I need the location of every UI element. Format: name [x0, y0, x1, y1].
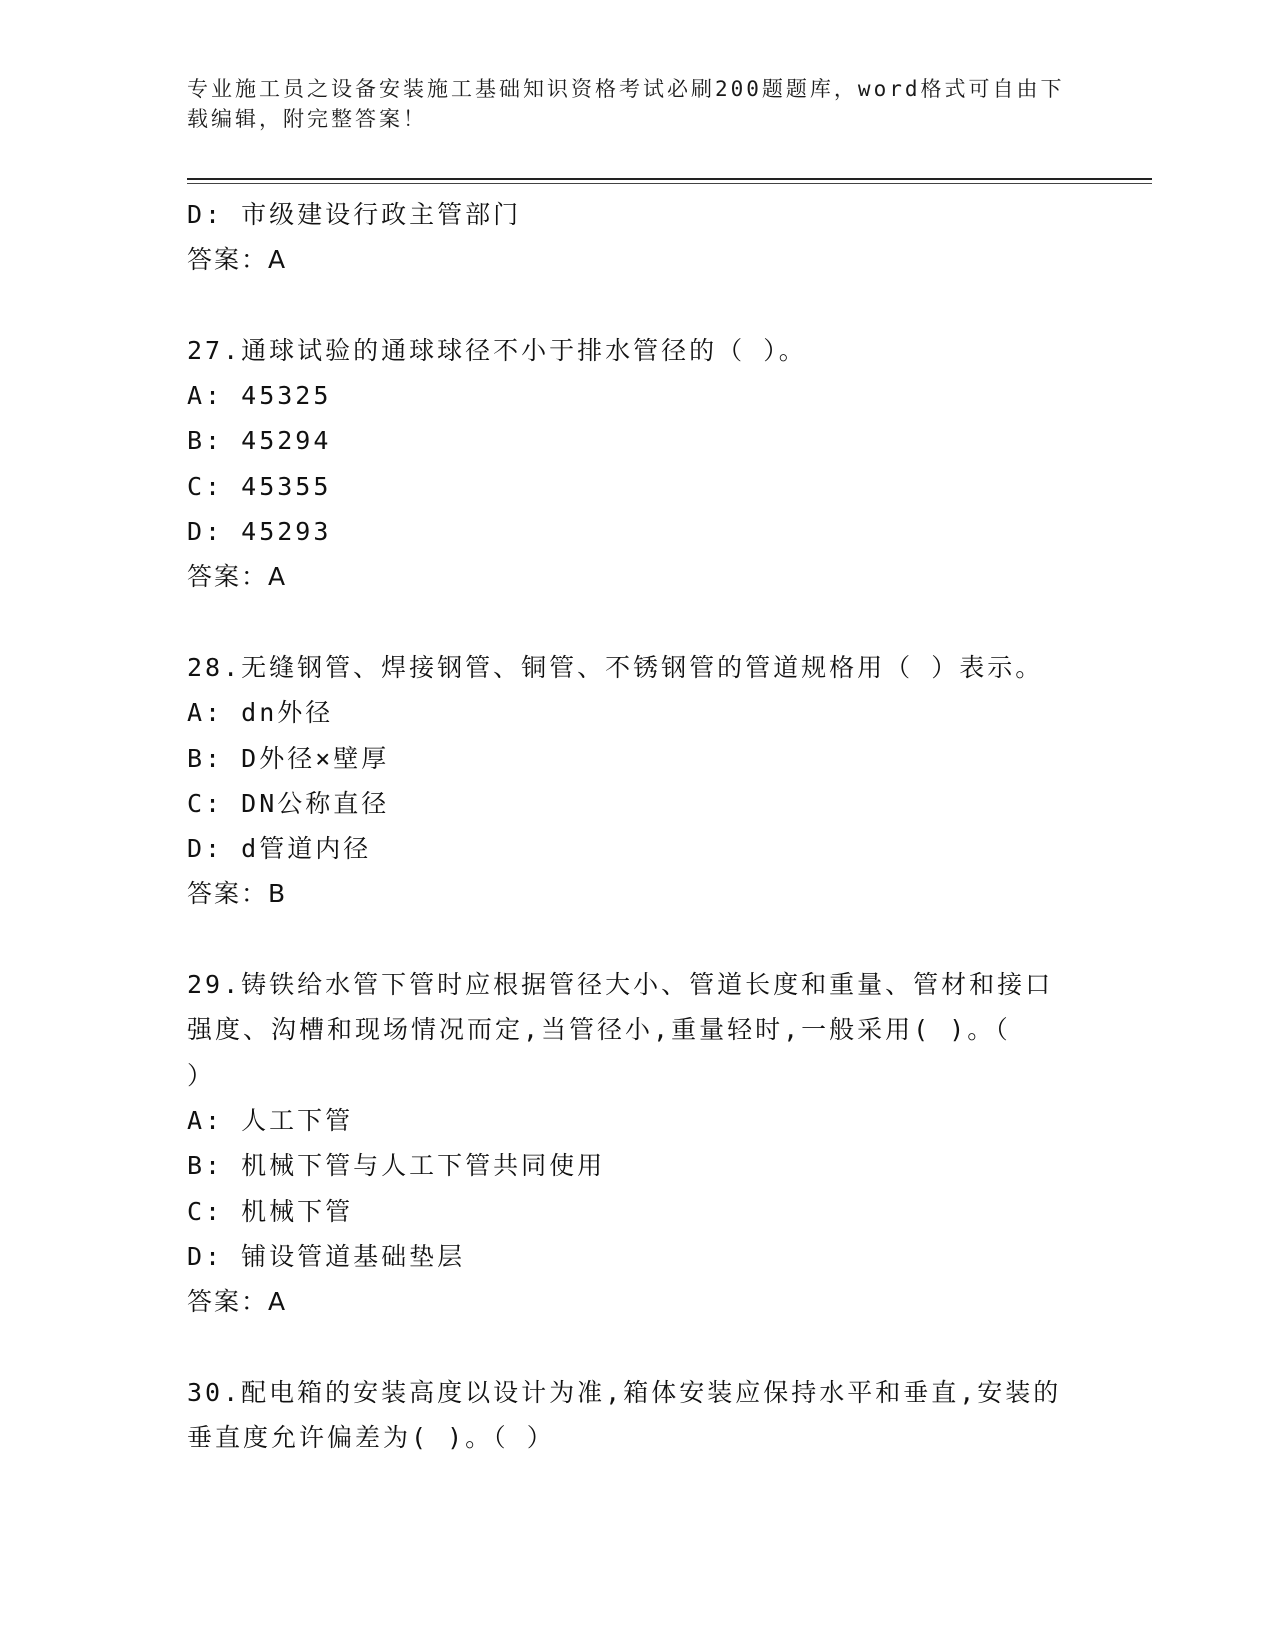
q26-option-d: D: 市级建设行政主管部门 [187, 200, 522, 229]
q30-stem-line-1: 30.配电箱的安装高度以设计为准,箱体安装应保持水平和垂直,安装的 [187, 1377, 1062, 1407]
q29-stem-line-1: 29.铸铁给水管下管时应根据管径大小、管道长度和重量、管材和接口 [187, 970, 1054, 1000]
q28-option-a: A: dn外径 [187, 698, 334, 728]
q29-option-d: D: 铺设管道基础垫层 [187, 1241, 466, 1271]
spacer [187, 283, 1087, 328]
q28-stem: 28.无缝钢管、焊接钢管、铜管、不锈钢管的管道规格用（ ）表示。 [187, 652, 1044, 682]
q27-option-b: B: 45294 [187, 426, 332, 456]
header-divider-thin [187, 183, 1152, 184]
question-list [187, 192, 1087, 1460]
q27-answer: 答案：A [187, 562, 288, 592]
q29-option-c: C: 机械下管 [187, 1196, 354, 1226]
q27-option-c: C: 45355 [187, 471, 332, 501]
q27-option-a: A: 45325 [187, 381, 332, 411]
q27-stem: 27.通球试验的通球球径不小于排水管径的（ ）。 [187, 335, 807, 365]
q26-answer: 答案：A [187, 245, 288, 275]
q28-answer: 答案：B [187, 879, 288, 909]
q28-option-d: D: d管道内径 [187, 834, 372, 864]
spacer [187, 1324, 1087, 1369]
spacer [187, 600, 1087, 645]
spacer [187, 917, 1087, 962]
q29-stem-line-3: ） [187, 1060, 216, 1090]
q29-answer: 答案：A [187, 1287, 288, 1317]
q30-stem-line-2: 垂直度允许偏差为( )。（ ） [187, 1423, 555, 1453]
q29-option-a: A: 人工下管 [187, 1105, 354, 1135]
q29-stem-line-2: 强度、沟槽和现场情况而定,当管径小,重量轻时,一般采用( )。（ [187, 1015, 1011, 1045]
q28-option-b: B: D外径×壁厚 [187, 743, 390, 773]
document-header: 专业施工员之设备安装施工基础知识资格考试必刷200题题库，word格式可自由下载编辑，附完整答案！ [187, 77, 1065, 131]
q28-option-c: C: DN公称直径 [187, 788, 390, 818]
header-divider-thick [187, 178, 1152, 180]
q27-option-d: D: 45293 [187, 517, 332, 547]
q29-option-b: B: 机械下管与人工下管共同使用 [187, 1151, 606, 1181]
